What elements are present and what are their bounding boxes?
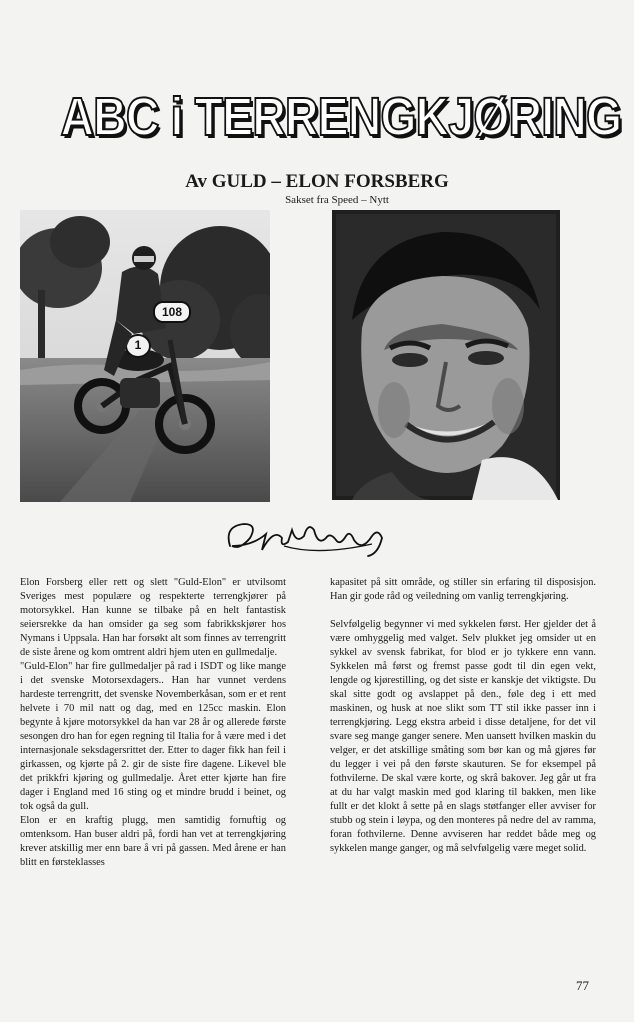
page-number: 77 (576, 978, 589, 993)
article-headline: ABC i TERRENGKJØRING (60, 87, 622, 147)
number-plate-label: 1 (134, 338, 142, 352)
rider-motorcycle-photo-art (20, 210, 270, 502)
race-number-label: 108 (161, 305, 183, 319)
portrait-photo (332, 210, 560, 500)
paragraph: Elon Forsberg eller rett og slett "Guld-Elon" er utvilsomt Sveriges mest populære og respekterte terrengkjører på motorsykkel. Han kunne se tilbake på en helt fantastisk seiersrekke da han omsider ga seg som fabrikkskjører hos Nymans i Uppsala. Han har forsøkt alt som finnes av terrengritt de siste årene og kom omtrent aldri hjem uten en gullmedalje. (20, 577, 286, 658)
paragraph: kapasitet på sitt område, og stiller sin erfaring til disposisjon. Han gir gode råd og veiledning om vanlig terrengkjøring. (330, 577, 596, 602)
source-note: Sakset fra Speed – Nytt (285, 194, 389, 206)
signature-art (222, 516, 392, 558)
article-body-left-column (20, 576, 286, 870)
rider-motorcycle-photo (20, 210, 270, 502)
handwritten-signature (222, 516, 392, 558)
article-byline: Av GULD – ELON FORSBERG (185, 171, 449, 192)
paragraph: Selvfølgelig begynner vi med sykkelen først. Her gjelder det å være omhyggelig med valget. Selv plukket jeg omsider ut en sykkel av svensk fabrikat, for blod er jo tykkere enn vann. Sykkelen må først og fremst passe godt til din egen vekt, lengde og kjørestilling, og det siste er kanskje det viktigste. Du skal sitte godt og avslappet på den., føle deg i ett med maskinen, og husk at noe slikt som TT stil ikke passer inn i terrengkjøring. Legg ekstra arbeid i disse detaljene, for det vil svare seg mange ganger senere. Men uansett hvilken maskin du velger, er det atskillige småting som bør kan og må gjøres før du legger i vei på den første skauturen. Se for eksempel på fothvilerne. De skal være korte, og skrå bakover. Jeg går ut fra at du har valgt maskin med god klaring til bakken, men like fullt er det klokt å sette på en slags støtfanger eller avviser for stubb og stein i løypa, og den monteres på nedre del av ramma, foran fothvilerne. Denne avviseren har reddet både meg og sykkelen mange ganger, og må selvfølgelig være meget solid. (330, 619, 596, 854)
paragraph: Elon er en kraftig plugg, men samtidig fornuftig og omtenksom. Han buser aldri på, fordi han vet at terrengkjøring krever atskillig mer enn bare å vri på gassen. Med årene er han blitt en førsteklasses (20, 815, 286, 868)
article-body-right-column (330, 576, 596, 856)
portrait-photo-art (332, 210, 560, 500)
paragraph: "Guld-Elon" har fire gullmedaljer på rad i ISDT og like mange i det svenske Motorsexdagers.. Han har vunnet verdens hardeste terrengritt, det svenske Novemberkåsan, som er et rent helvete i 70 mil natt og dag, med en 125cc maskin. Elon begynte å kjøre motorsykkel da han var 28 år og allerede første sesongen dro han for egen regning til Italia for å være med i det internasjonale seksdagersrittet der. Etter to dager fikk han feil i girkassen, og kjørte på 2. gir de siste fire dagene. Likevel ble det prikkfri kjøring og gullmedalje. Året etter kjørte han fire dager i England med 16 sting og et mindre brudd i beinet, og tok også da gull. (20, 661, 286, 812)
